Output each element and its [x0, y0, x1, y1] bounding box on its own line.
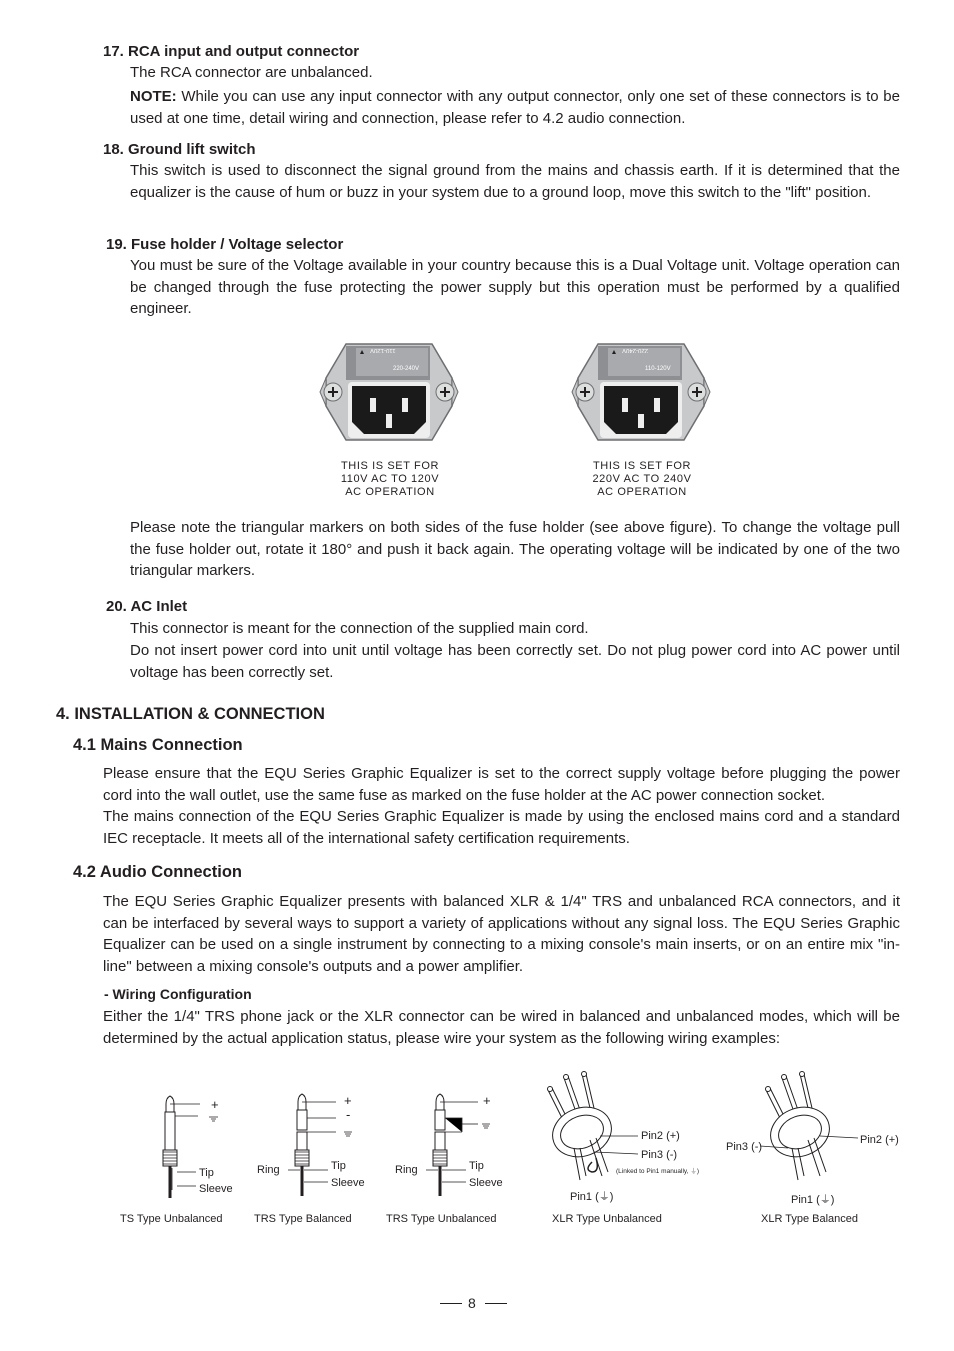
fuse1-top-label: 110-120V	[370, 347, 396, 353]
fuse2-top-label: 220-240V	[622, 347, 649, 353]
xlr-bal-pin2-label: Pin2 (+)	[860, 1134, 899, 1146]
section-42-title: 4.2 Audio Connection	[73, 863, 242, 881]
fuse2-caption-line2: 220V AC TO 240V	[592, 473, 692, 485]
xlr-bal-pin1-text: Pin1 (	[791, 1194, 820, 1206]
wiring-config-title: - Wiring Configuration	[104, 986, 252, 1002]
trs-unbalanced-caption: TRS Type Unbalanced	[386, 1213, 497, 1225]
xlr-balanced-diagram	[758, 1072, 868, 1192]
fuse-holder-figure-2	[570, 340, 712, 446]
xlr-linked-note: (Linked to Pin1 manually, ⏚)	[616, 1168, 699, 1175]
item-20-line1: This connector is meant for the connection of the supplied main cord.	[130, 620, 589, 637]
page-number: 8	[468, 1295, 476, 1311]
ts-unbalanced-caption: TS Type Unbalanced	[120, 1213, 223, 1225]
xlr-unbal-pin1-close: )	[609, 1191, 614, 1203]
fuse1-bottom-label: 220-240V	[393, 366, 420, 372]
trs-bal-plus-label: +	[344, 1093, 352, 1108]
item-18-text: This switch is used to disconnect the signal ground from the mains and chassis earth. If it is determined that the equalizer is the cause of hum or buzz in your system due to a ground loop, move this switch to the "lift" position.	[130, 162, 900, 201]
ground-icon: ⏚	[598, 1191, 610, 1203]
item-17-note	[130, 86, 900, 129]
ts-tip-label: Tip	[199, 1167, 214, 1179]
fuse2-caption-line3: AC OPERATION	[597, 486, 687, 498]
trs-bal-ring-label: Ring	[257, 1164, 280, 1176]
note-label: NOTE:	[130, 88, 177, 105]
xlr-balanced-caption: XLR Type Balanced	[761, 1213, 859, 1225]
fuse2-caption-line1: THIS IS SET FOR	[592, 460, 692, 472]
item-17-line1: The RCA connector are unbalanced.	[130, 64, 373, 81]
fuse1-caption	[320, 460, 460, 499]
fuse1-caption-line3: AC OPERATION	[345, 486, 435, 498]
wiring-config-text: Either the 1/4" TRS phone jack or the XLR connector can be wired in balanced and unbalanced modes, which will be determined by the actual application status, please wire your system as the following wiring examples:	[103, 1008, 900, 1047]
trs-balanced-caption: TRS Type Balanced	[254, 1213, 352, 1225]
item-18-title: 18. Ground lift switch	[103, 141, 256, 158]
section-41-title: 4.1 Mains Connection	[73, 736, 243, 754]
note-text: While you can use any input connector with any output connector, only one set of these connectors is to be used at one time, detail wiring and connection, please refer to 4.2 audio connection.	[130, 88, 900, 127]
xlr-unbal-pin1-text: Pin1 (	[570, 1191, 599, 1203]
trs-unbal-ring-label: Ring	[395, 1164, 418, 1176]
fuse-holder-figure-1	[318, 340, 460, 446]
section-41-p2: The mains connection of the EQU Series Graphic Equalizer is made by using the enclosed mains cord and a standard IEC receptacle. It meets all of the international safety certification requirements.	[103, 808, 900, 847]
ground-icon: ⏚	[690, 1168, 697, 1175]
trs-unbal-tip-label: Tip	[469, 1160, 484, 1172]
ts-plus-label: +	[211, 1097, 219, 1112]
xlr-bal-pin3-label: Pin3 (-)	[726, 1141, 763, 1153]
ts-sleeve-label: Sleeve	[199, 1183, 233, 1195]
section-4-title: 4. INSTALLATION & CONNECTION	[56, 705, 325, 723]
xlr-linked-note-text: (Linked to Pin1 manually,	[616, 1168, 689, 1175]
item-20-title: 20. AC Inlet	[106, 598, 188, 615]
trs-unbal-sleeve-label: Sleeve	[469, 1177, 503, 1189]
fuse2-caption	[572, 460, 712, 499]
ground-icon: ⏚	[819, 1194, 831, 1206]
item-19-text: You must be sure of the Voltage available in your country because this is a Dual Voltage unit. Voltage operation can be changed through the fuse protecting the power supply but this operation must be performed by a qualified engineer.	[130, 257, 900, 318]
fuse2-bottom-label: 110-120V	[645, 366, 671, 372]
xlr-unbalanced-caption: XLR Type Unbalanced	[552, 1213, 662, 1225]
xlr-unbal-pin3-label: Pin3 (-)	[641, 1149, 678, 1161]
xlr-unbal-pin1-label	[570, 1188, 613, 1204]
xlr-unbal-pin2-label: Pin2 (+)	[641, 1130, 680, 1142]
page-number-rule-left	[440, 1303, 462, 1304]
page-number-rule-right	[485, 1303, 507, 1304]
trs-bal-sleeve-label: Sleeve	[331, 1177, 365, 1189]
fuse-note: Please note the triangular markers on both sides of the fuse holder (see above figure). To change the voltage pull the fuse holder out, rotate it 180° and push it back again. The operating voltage will be indicated by one of the two triangular markers.	[130, 519, 900, 580]
trs-bal-tip-label: Tip	[331, 1160, 346, 1172]
section-42-p1: The EQU Series Graphic Equalizer presents with balanced XLR & 1/4" TRS and unbalanced RCA connectors, and it can be interfaced by several ways to support a variety of applications without any signal loss. The EQU Series Graphic Equalizer can be used on a single instrument by connecting to a mixing console's main inserts, or on an entire mix "in-line" between a mixing console's outputs and a power amplifier.	[103, 893, 900, 975]
xlr-bal-pin1-label	[791, 1191, 834, 1207]
item-20-line2: Do not insert power cord into unit until voltage has been correctly set. Do not plug power cord into AC power until voltage has been correctly set.	[130, 642, 900, 681]
fuse1-caption-line1: THIS IS SET FOR	[340, 460, 440, 472]
xlr-bal-pin1-close: )	[830, 1194, 835, 1206]
section-41-p1: Please ensure that the EQU Series Graphic Equalizer is set to the correct supply voltage before plugging the power cord into the wall outlet, use the same fuse as marked on the fuse holder at the AC power connection socket.	[103, 765, 900, 804]
trs-bal-minus-label: -	[346, 1107, 351, 1122]
fuse1-caption-line2: 110V AC TO 120V	[340, 473, 440, 485]
item-19-title: 19. Fuse holder / Voltage selector	[106, 236, 344, 253]
item-17-title: 17. RCA input and output connector	[103, 43, 360, 60]
trs-unbal-plus-label: +	[483, 1093, 491, 1108]
